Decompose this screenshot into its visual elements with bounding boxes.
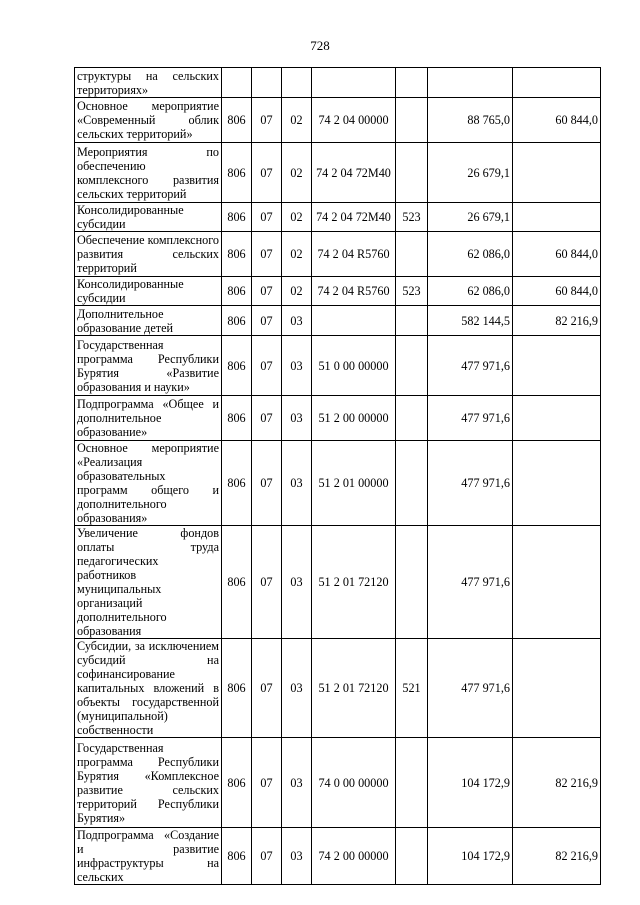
subsection-code: 03: [282, 336, 312, 396]
expense-type: 523: [396, 203, 428, 232]
expense-type: [396, 396, 428, 441]
row-name: Основное мероприятие «Реализация образовательных программ общего и дополнительного образования»: [75, 441, 222, 526]
amount-total: 477 971,6: [428, 396, 513, 441]
page-number: 728: [310, 38, 330, 53]
amount-total: 104 172,9: [428, 828, 513, 885]
table-row: [75, 396, 601, 441]
section-code: 07: [252, 277, 282, 306]
section-code: 07: [252, 306, 282, 336]
amount-federal: 82 216,9: [513, 828, 601, 885]
row-name: Субсидии, за исключением субсидий на софинансирование капитальных вложений в объекты государственной (муниципальной) собственности: [75, 639, 222, 738]
amount-total: 62 086,0: [428, 232, 513, 277]
subsection-code: 02: [282, 203, 312, 232]
target-code: 74 0 00 00000: [312, 738, 396, 828]
ministry-code: 806: [222, 306, 252, 336]
amount-federal: 82 216,9: [513, 306, 601, 336]
target-code: [312, 68, 396, 98]
subsection-code: 03: [282, 738, 312, 828]
section-code: 07: [252, 828, 282, 885]
target-code: 51 2 01 00000: [312, 441, 396, 526]
table-row: [75, 277, 601, 306]
row-name: структуры на сельских территориях»: [75, 68, 222, 98]
section-code: 07: [252, 396, 282, 441]
budget-table: [74, 67, 601, 885]
section-code: 07: [252, 441, 282, 526]
expense-type: [396, 828, 428, 885]
table-row: [75, 336, 601, 396]
subsection-code: 03: [282, 639, 312, 738]
row-name: Мероприятия по обеспечению комплексного развития сельских территорий: [75, 143, 222, 203]
target-code: 74 2 04 72М40: [312, 143, 396, 203]
target-code: 74 2 04 R5760: [312, 232, 396, 277]
row-name: Основное мероприятие «Современный облик сельских территорий»: [75, 98, 222, 143]
table-row: [75, 98, 601, 143]
ministry-code: 806: [222, 526, 252, 639]
expense-type: [396, 738, 428, 828]
expense-type: [396, 68, 428, 98]
subsection-code: 03: [282, 396, 312, 441]
section-code: 07: [252, 203, 282, 232]
amount-federal: [513, 336, 601, 396]
ministry-code: 806: [222, 98, 252, 143]
expense-type: [396, 98, 428, 143]
target-code: 74 2 04 R5760: [312, 277, 396, 306]
expense-type: 523: [396, 277, 428, 306]
ministry-code: 806: [222, 232, 252, 277]
amount-total: 26 679,1: [428, 203, 513, 232]
amount-federal: [513, 143, 601, 203]
ministry-code: 806: [222, 277, 252, 306]
target-code: 51 2 01 72120: [312, 526, 396, 639]
ministry-code: 806: [222, 143, 252, 203]
amount-federal: [513, 441, 601, 526]
row-name: Увеличение фондов оплаты труда педагогических работников муниципальных организаций дополнительного образования: [75, 526, 222, 639]
amount-total: 88 765,0: [428, 98, 513, 143]
section-code: 07: [252, 738, 282, 828]
expense-type: [396, 336, 428, 396]
expense-type: [396, 232, 428, 277]
section-code: 07: [252, 336, 282, 396]
target-code: 51 0 00 00000: [312, 336, 396, 396]
expense-type: [396, 306, 428, 336]
target-code: 74 2 00 00000: [312, 828, 396, 885]
amount-total: 62 086,0: [428, 277, 513, 306]
row-name: Государственная программа Республики Бурятия «Развитие образования и науки»: [75, 336, 222, 396]
row-name: Подпрограмма «Создание и развитие инфраструктуры на сельских: [75, 828, 222, 885]
row-name: Консолидированные субсидии: [75, 277, 222, 306]
amount-total: 477 971,6: [428, 639, 513, 738]
table-row: [75, 306, 601, 336]
amount-total: 477 971,6: [428, 336, 513, 396]
expense-type: [396, 441, 428, 526]
section-code: 07: [252, 143, 282, 203]
subsection-code: 02: [282, 98, 312, 143]
row-name: Дополнительное образование детей: [75, 306, 222, 336]
table-row: [75, 203, 601, 232]
target-code: 74 2 04 00000: [312, 98, 396, 143]
subsection-code: [282, 68, 312, 98]
table-row: [75, 143, 601, 203]
amount-total: [428, 68, 513, 98]
table-row: [75, 441, 601, 526]
ministry-code: 806: [222, 738, 252, 828]
subsection-code: 03: [282, 306, 312, 336]
amount-total: 104 172,9: [428, 738, 513, 828]
section-code: 07: [252, 639, 282, 738]
ministry-code: 806: [222, 336, 252, 396]
row-name: Консолидированные субсидии: [75, 203, 222, 232]
subsection-code: 02: [282, 232, 312, 277]
subsection-code: 03: [282, 441, 312, 526]
amount-total: 26 679,1: [428, 143, 513, 203]
table-row: [75, 738, 601, 828]
row-name: Обеспечение комплексного развития сельских территорий: [75, 232, 222, 277]
table-row: [75, 526, 601, 639]
expense-type: [396, 143, 428, 203]
row-name: Подпрограмма «Общее и дополнительное образование»: [75, 396, 222, 441]
target-code: 74 2 04 72М40: [312, 203, 396, 232]
ministry-code: 806: [222, 441, 252, 526]
target-code: 51 2 00 00000: [312, 396, 396, 441]
ministry-code: 806: [222, 203, 252, 232]
amount-total: 477 971,6: [428, 441, 513, 526]
target-code: 51 2 01 72120: [312, 639, 396, 738]
budget-table-body: [75, 68, 601, 885]
section-code: 07: [252, 526, 282, 639]
amount-federal: 60 844,0: [513, 232, 601, 277]
table-row: [75, 639, 601, 738]
section-code: 07: [252, 98, 282, 143]
ministry-code: 806: [222, 396, 252, 441]
amount-federal: 82 216,9: [513, 738, 601, 828]
table-row: [75, 232, 601, 277]
amount-federal: [513, 68, 601, 98]
amount-total: 582 144,5: [428, 306, 513, 336]
section-code: [252, 68, 282, 98]
row-name: Государственная программа Республики Бурятия «Комплексное развитие сельских территорий Республики Бурятия»: [75, 738, 222, 828]
amount-federal: [513, 203, 601, 232]
expense-type: [396, 526, 428, 639]
amount-federal: [513, 526, 601, 639]
ministry-code: 806: [222, 639, 252, 738]
amount-federal: 60 844,0: [513, 98, 601, 143]
amount-federal: [513, 639, 601, 738]
subsection-code: 02: [282, 277, 312, 306]
target-code: [312, 306, 396, 336]
table-row: [75, 68, 601, 98]
ministry-code: 806: [222, 828, 252, 885]
subsection-code: 03: [282, 828, 312, 885]
amount-federal: 60 844,0: [513, 277, 601, 306]
section-code: 07: [252, 232, 282, 277]
amount-total: 477 971,6: [428, 526, 513, 639]
expense-type: 521: [396, 639, 428, 738]
table-row: [75, 828, 601, 885]
amount-federal: [513, 396, 601, 441]
ministry-code: [222, 68, 252, 98]
subsection-code: 02: [282, 143, 312, 203]
subsection-code: 03: [282, 526, 312, 639]
